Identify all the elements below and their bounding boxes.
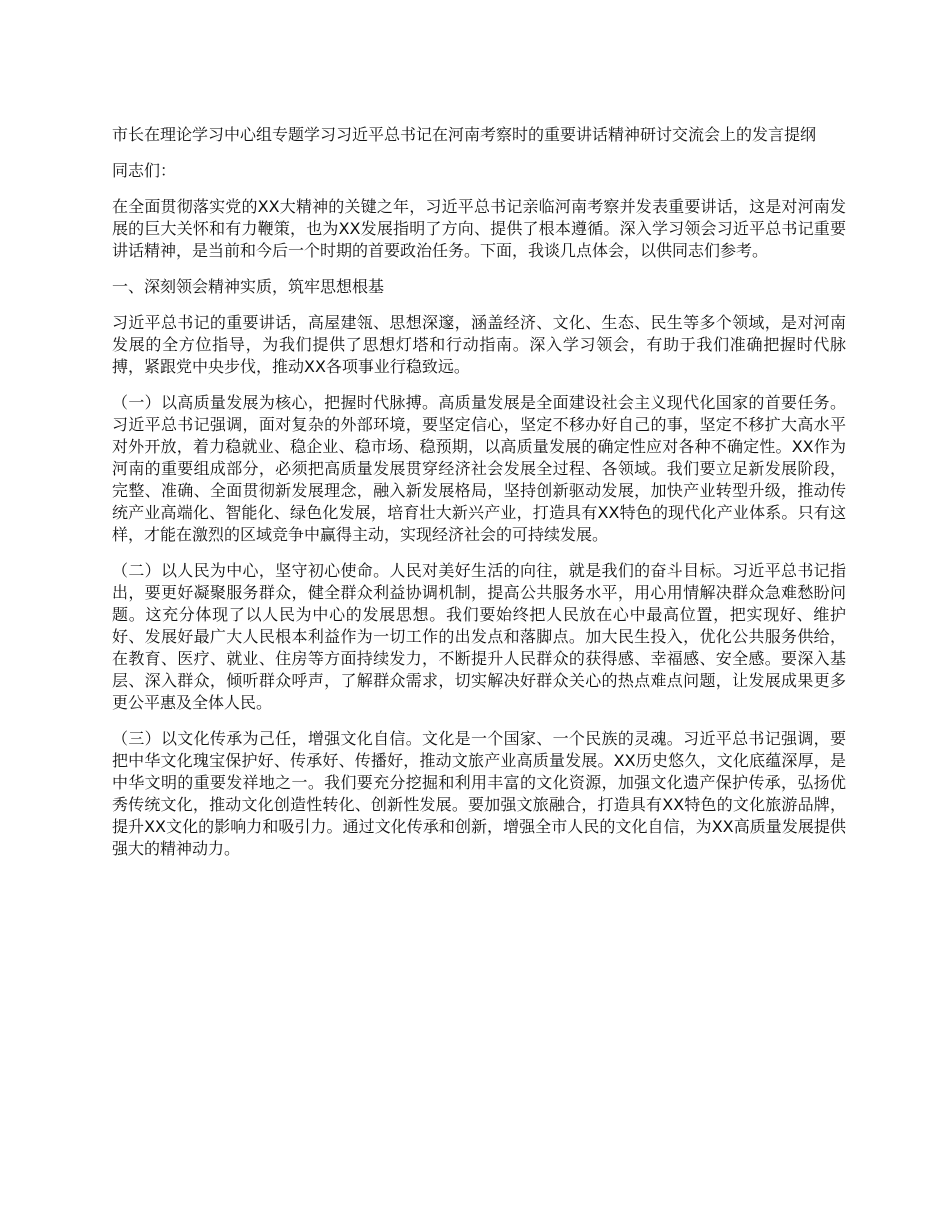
paragraph-point-1: （一）以高质量发展为核心，把握时代脉搏。高质量发展是全面建设社会主义现代化国家的首要任务。习近平总书记强调，面对复杂的外部环境，要坚定信心，坚定不移办好自己的事，坚定不移扩大高水平对外开放，着力稳就业、稳企业、稳市场、稳预期，以高质量发展的确定性应对各种不确定性。XX作为河南的重要组成部分，必须把高质量发展贯穿经济社会发展全过程、各领域。我们要立足新发展阶段，完整、准确、全面贯彻新发展理念，融入新发展格局，坚持创新驱动发展，加快产业转型升级，推动传统产业高端化、智能化、绿色化发展，培育壮大新兴产业，打造具有XX特色的现代化产业体系。只有这样，才能在激烈的区域竞争中赢得主动，实现经济社会的可持续发展。 — [112, 393, 846, 544]
paragraph-section-1-intro: 习近平总书记的重要讲话，高屋建瓴、思想深邃，涵盖经济、文化、生态、民生等多个领域，是对河南发展的全方位指导，为我们提供了思想灯塔和行动指南。深入学习领会，有助于我们准确把握时代脉搏，紧跟党中央步伐，推动XX各项事业行稳致远。 — [112, 313, 846, 376]
document-title: 市长在理论学习中心组专题学习习近平总书记在河南考察时的重要讲话精神研讨交流会上的发言提纲 — [112, 125, 817, 144]
document-page — [112, 124, 846, 874]
paragraph-point-3: （三）以文化传承为己任，增强文化自信。文化是一个国家、一个民族的灵魂。习近平总书记强调，要把中华文化瑰宝保护好、传承好、传播好，推动文旅产业高质量发展。XX历史悠久，文化底蕴深厚，是中华文明的重要发祥地之一。我们要充分挖掘和利用丰富的文化资源，加强文化遗产保护传承，弘扬优秀传统文化，推动文化创造性转化、创新性发展。要加强文旅融合，打造具有XX特色的文化旅游品牌，提升XX文化的影响力和吸引力。通过文化传承和创新，增强全市人民的文化自信，为XX高质量发展提供强大的精神动力。 — [112, 729, 846, 858]
paragraph-point-2: （二）以人民为中心，坚守初心使命。人民对美好生活的向往，就是我们的奋斗目标。习近平总书记指出，要更好凝聚服务群众，健全群众利益协调机制，提高公共服务水平，用心用情解决群众急难愁盼问题。这充分体现了以人民为中心的发展思想。我们要始终把人民放在心中最高位置，把实现好、维护好、发展好最广大人民根本利益作为一切工作的出发点和落脚点。加大民生投入，优化公共服务供给，在教育、医疗、就业、住房等方面持续发力，不断提升人民群众的获得感、幸福感、安全感。要深入基层、深入群众，倾听群众呼声，了解群众需求，切实解决好群众关心的热点难点问题，让发展成果更多更公平惠及全体人民。 — [112, 561, 846, 712]
paragraph-intro: 在全面贯彻落实党的XX大精神的关键之年，习近平总书记亲临河南考察并发表重要讲话，这是对河南发展的巨大关怀和有力鞭策，也为XX发展指明了方向、提供了根本遵循。深入学习领会习近平总书记重要讲话精神，是当前和今后一个时期的首要政治任务。下面，我谈几点体会，以供同志们参考。 — [112, 197, 846, 260]
salutation: 同志们： — [112, 161, 177, 180]
section-heading-1: 一、深刻领会精神实质，筑牢思想根基 — [112, 277, 385, 296]
